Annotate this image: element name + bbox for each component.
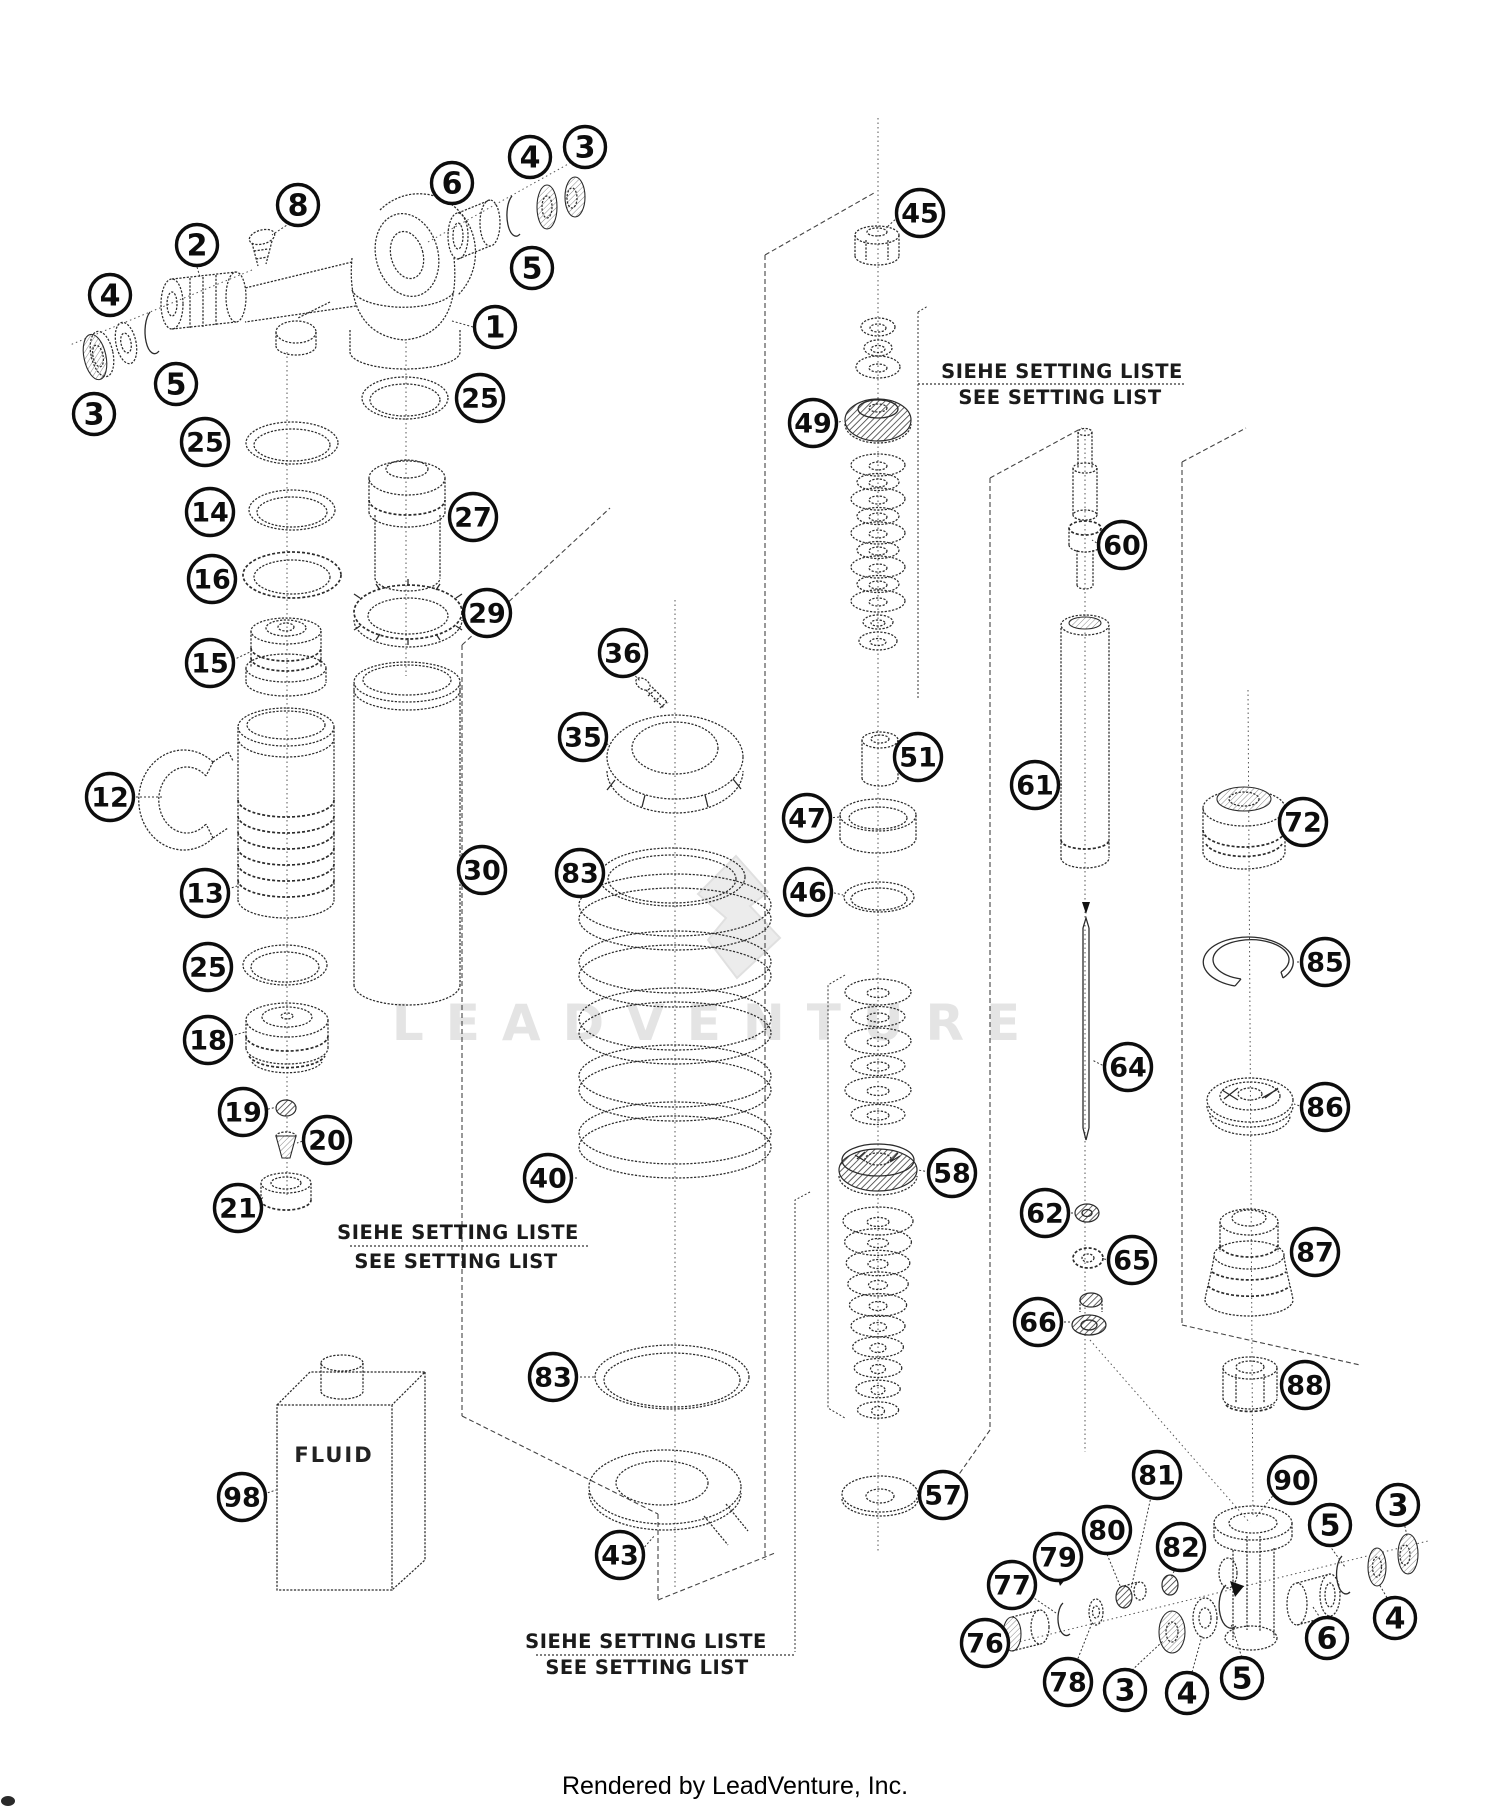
callout-45-32[interactable] <box>897 190 944 237</box>
callout-5-5[interactable] <box>512 248 553 289</box>
callout-87-47[interactable] <box>1292 1229 1339 1276</box>
part-oring-25c <box>362 377 448 419</box>
callout-label: 35 <box>564 722 602 754</box>
callout-label: 25 <box>186 427 224 459</box>
callout-72-41[interactable] <box>1280 799 1327 846</box>
callout-46-36[interactable] <box>785 869 832 916</box>
callout-27-23[interactable] <box>450 494 497 541</box>
callout-label: 80 <box>1088 1515 1126 1547</box>
callout-label: 14 <box>191 497 229 529</box>
callout-16-12[interactable] <box>189 556 236 603</box>
callout-label: 12 <box>91 782 129 814</box>
callout-label: 2 <box>186 228 208 264</box>
callout-64-43[interactable] <box>1105 1044 1152 1091</box>
callout-47-35[interactable] <box>784 795 831 842</box>
callout-label: 19 <box>224 1097 262 1129</box>
callout-6-2[interactable] <box>432 163 473 204</box>
callout-76-58[interactable] <box>962 1620 1009 1667</box>
callout-13-15[interactable] <box>182 870 229 917</box>
callout-1-6[interactable] <box>475 307 516 348</box>
callout-77-57[interactable] <box>989 1562 1036 1609</box>
callout-label: 25 <box>189 952 227 984</box>
callout-label: 5 <box>1319 1508 1341 1544</box>
callout-65-46[interactable] <box>1109 1237 1156 1284</box>
callout-label: 87 <box>1296 1237 1334 1269</box>
callout-43-31[interactable] <box>597 1532 644 1579</box>
callout-35-27[interactable] <box>560 714 607 761</box>
callout-78-61[interactable] <box>1045 1659 1092 1706</box>
callout-label: 64 <box>1109 1052 1147 1084</box>
part-seal-head-72 <box>1203 787 1285 869</box>
callout-25-16[interactable] <box>185 944 232 991</box>
callout-label: 6 <box>441 166 463 202</box>
callout-label: 30 <box>463 855 501 887</box>
callout-40-29[interactable] <box>525 1155 572 1202</box>
callout-label: 4 <box>99 278 121 314</box>
part-spring-seat-43 <box>589 1450 748 1545</box>
setting-note-1-line1: SIEHE SETTING LISTE <box>941 360 1183 383</box>
callout-label: 83 <box>561 858 599 890</box>
callout-label: 6 <box>1316 1621 1338 1657</box>
callout-25-22[interactable] <box>457 375 504 422</box>
part-nut-45 <box>855 226 899 265</box>
part-bushing-51 <box>862 732 898 786</box>
part-clamp-12 <box>139 750 233 850</box>
callout-4-60[interactable] <box>1375 1598 1416 1639</box>
watermark-text: LEADVENTURE <box>391 994 1043 1052</box>
callout-label: 3 <box>83 397 105 433</box>
callout-18-17[interactable] <box>185 1017 232 1064</box>
callout-49-33[interactable] <box>790 400 837 447</box>
callout-8-1[interactable] <box>278 185 319 226</box>
setting-note-3 <box>525 1630 795 1679</box>
panel-lines <box>462 193 1360 1600</box>
callout-label: 85 <box>1306 947 1344 979</box>
part-piston-15 <box>246 618 326 696</box>
setting-note-2-line1: SIEHE SETTING LISTE <box>337 1221 579 1244</box>
pointer-arrow-82 <box>1230 1581 1244 1597</box>
callout-19-18[interactable] <box>220 1089 267 1136</box>
callout-36-26[interactable] <box>600 630 647 677</box>
callout-label: 29 <box>468 598 506 630</box>
callout-label: 47 <box>788 803 826 835</box>
callout-label: 18 <box>189 1025 227 1057</box>
callout-66-48[interactable] <box>1015 1299 1062 1346</box>
callout-label: 3 <box>1387 1488 1409 1524</box>
part-ring-nut-29 <box>354 579 462 647</box>
callout-12-14[interactable] <box>87 774 134 821</box>
callout-label: 45 <box>901 198 939 230</box>
callout-label: 43 <box>601 1540 639 1572</box>
callout-29-24[interactable] <box>464 590 511 637</box>
callout-label: 88 <box>1286 1370 1324 1402</box>
callout-label: 5 <box>165 367 187 403</box>
callout-label: 21 <box>219 1193 257 1225</box>
setting-note-1-line2: SEE SETTING LIST <box>958 386 1162 409</box>
part-nut-88 <box>1223 1357 1277 1411</box>
callout-label: 49 <box>794 408 832 440</box>
callout-label: 82 <box>1162 1532 1200 1564</box>
callout-2-0[interactable] <box>177 225 218 266</box>
callout-60-39[interactable] <box>1099 522 1146 569</box>
callout-label: 16 <box>193 564 231 596</box>
callout-80-52[interactable] <box>1084 1507 1131 1554</box>
fluid-bottle <box>277 1355 425 1590</box>
callout-25-10[interactable] <box>182 419 229 466</box>
callout-label: 77 <box>993 1570 1031 1602</box>
callout-label: 13 <box>186 878 224 910</box>
setting-note-1 <box>918 360 1185 409</box>
callout-label: 78 <box>1049 1667 1087 1699</box>
callout-label: 20 <box>308 1125 346 1157</box>
callout-label: 51 <box>899 742 937 774</box>
part-adjuster-cap-27 <box>369 460 445 591</box>
part-oring-83b <box>595 1345 749 1409</box>
part-piston-49 <box>845 399 911 443</box>
callout-label: 36 <box>604 638 642 670</box>
callout-label: 57 <box>924 1480 962 1512</box>
part-oring-46 <box>844 882 914 912</box>
part-knuckle-90 <box>1214 1506 1292 1650</box>
callout-4-63[interactable] <box>1167 1673 1208 1714</box>
setting-brackets <box>795 306 928 1652</box>
part-screw <box>248 227 277 266</box>
callout-label: 60 <box>1103 530 1141 562</box>
callout-98-21[interactable] <box>219 1474 266 1521</box>
callout-label: 5 <box>521 251 543 287</box>
part-washer-57 <box>842 1476 918 1516</box>
callout-5-55[interactable] <box>1310 1505 1351 1546</box>
callout-21-20[interactable] <box>215 1185 262 1232</box>
callout-62-45[interactable] <box>1022 1190 1069 1237</box>
setting-note-3-line1: SIEHE SETTING LISTE <box>525 1630 767 1653</box>
callout-6-59[interactable] <box>1307 1618 1348 1659</box>
callout-label: 46 <box>789 877 827 909</box>
setting-note-2-line2: SEE SETTING LIST <box>354 1250 558 1273</box>
callout-3-56[interactable] <box>1378 1485 1419 1526</box>
scan-artifact <box>1 1796 15 1806</box>
part-piston-18 <box>246 1003 328 1073</box>
part-circlip-85 <box>1203 937 1293 986</box>
part-shock-body <box>245 194 475 369</box>
callout-83-30[interactable] <box>530 1354 577 1401</box>
callout-label: 5 <box>1231 1661 1253 1697</box>
callout-51-34[interactable] <box>895 734 942 781</box>
callout-58-37[interactable] <box>929 1150 976 1197</box>
callout-88-49[interactable] <box>1282 1362 1329 1409</box>
callout-15-13[interactable] <box>187 640 234 687</box>
callout-3-4[interactable] <box>565 127 606 168</box>
callout-label: 83 <box>534 1362 572 1394</box>
callout-79-54[interactable] <box>1035 1534 1082 1581</box>
setting-note-3-line2: SEE SETTING LIST <box>545 1656 749 1679</box>
part-piston-58 <box>839 1144 917 1195</box>
callout-label: 4 <box>1384 1601 1406 1637</box>
callout-label: 15 <box>191 648 229 680</box>
callout-83-28[interactable] <box>557 850 604 897</box>
part-valve-62-65-66 <box>1072 1204 1106 1335</box>
callout-label: 8 <box>287 188 309 224</box>
part-body-tube-30 <box>354 662 460 1005</box>
callout-4-7[interactable] <box>90 275 131 316</box>
callout-4-3[interactable] <box>510 137 551 178</box>
callout-5-64[interactable] <box>1222 1658 1263 1699</box>
part-orings-left <box>243 422 341 598</box>
callout-label: 1 <box>484 310 506 346</box>
callout-label: 86 <box>1306 1092 1344 1124</box>
callout-label: 76 <box>966 1628 1004 1660</box>
callout-label: 90 <box>1273 1465 1311 1497</box>
callout-3-9[interactable] <box>74 394 115 435</box>
callout-label: 72 <box>1284 807 1322 839</box>
callout-label: 79 <box>1039 1542 1077 1574</box>
callout-label: 65 <box>1113 1245 1151 1277</box>
callout-20-19[interactable] <box>304 1117 351 1164</box>
part-oring-25b <box>243 945 327 985</box>
callout-label: 58 <box>933 1158 971 1190</box>
callout-14-11[interactable] <box>187 489 234 536</box>
part-valve-small-set <box>261 1100 311 1210</box>
callout-label: 40 <box>529 1163 567 1195</box>
part-bladder-13 <box>238 708 334 918</box>
callout-81-50[interactable] <box>1134 1452 1181 1499</box>
callout-90-51[interactable] <box>1269 1457 1316 1504</box>
callout-61-40[interactable] <box>1012 762 1059 809</box>
callout-label: 25 <box>461 383 499 415</box>
callout-86-44[interactable] <box>1302 1084 1349 1131</box>
fluid-label: FLUID <box>294 1443 374 1467</box>
callout-label: 81 <box>1138 1460 1176 1492</box>
callout-5-8[interactable] <box>156 364 197 405</box>
callout-85-42[interactable] <box>1302 939 1349 986</box>
callout-82-53[interactable] <box>1158 1524 1205 1571</box>
callout-30-25[interactable] <box>459 847 506 894</box>
callout-label: 66 <box>1019 1307 1057 1339</box>
setting-note-2 <box>337 1221 590 1273</box>
callout-label: 98 <box>223 1482 261 1514</box>
callout-label: 4 <box>1176 1676 1198 1712</box>
callout-label: 27 <box>454 502 492 534</box>
part-adjuster-knob <box>161 272 246 329</box>
part-seal-set-left <box>79 312 159 382</box>
callout-57-38[interactable] <box>920 1472 967 1519</box>
footer-credit: Rendered by LeadVenture, Inc. <box>561 1772 909 1800</box>
callout-label: 3 <box>574 130 596 166</box>
callout-label: 4 <box>519 140 541 176</box>
part-bump-stop-87 <box>1205 1209 1293 1316</box>
part-needle-64 <box>1082 902 1090 1140</box>
callout-label: 62 <box>1026 1198 1064 1230</box>
callout-label: 61 <box>1016 770 1054 802</box>
callout-3-62[interactable] <box>1105 1670 1146 1711</box>
callout-label: 3 <box>1114 1673 1136 1709</box>
